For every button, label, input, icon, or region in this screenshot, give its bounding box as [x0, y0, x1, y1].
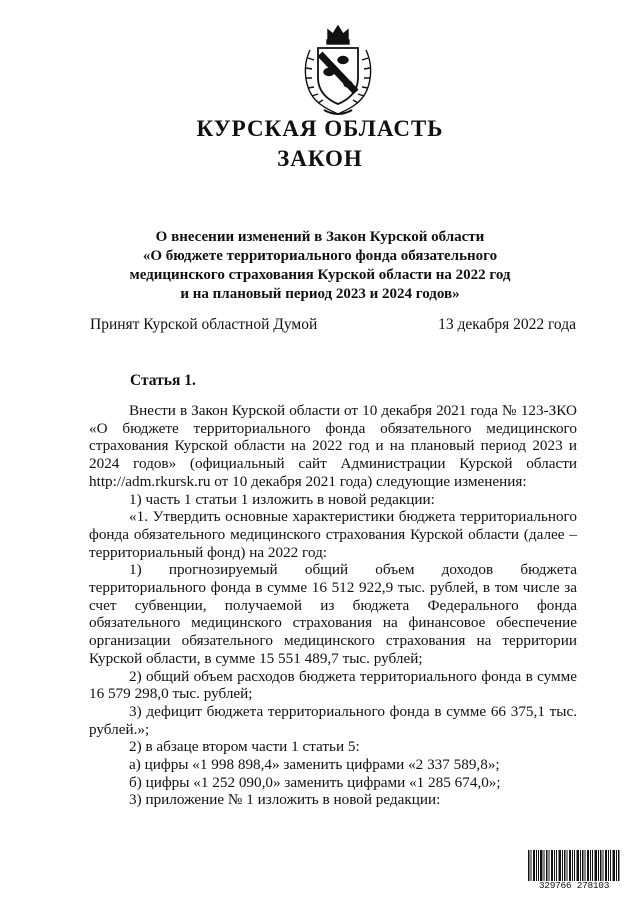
- paragraph: «1. Утвердить основные характеристики бюджета территориального фонда обязательного медицинского страхования Курской области (далее – территориальный фонд) на 2022 год:: [89, 508, 577, 561]
- title-line: «О бюджете территориального фонда обязательного: [142, 248, 498, 264]
- barcode: [528, 850, 620, 892]
- barcode-number: 329766 278103: [538, 880, 610, 891]
- article-body: [89, 402, 577, 809]
- adoption-date: 13 декабря 2022 года: [438, 316, 576, 333]
- paragraph: 3) приложение № 1 изложить в новой редакции:: [129, 791, 441, 809]
- region-heading: КУРСКАЯ ОБЛАСТЬ: [196, 116, 444, 141]
- law-title: [80, 228, 560, 304]
- adopted-by: Принят Курской областной Думой: [90, 316, 318, 333]
- article-heading: Статья 1.: [130, 372, 196, 389]
- paragraph: Внести в Закон Курской области от 10 декабря 2021 года № 123-ЗКО «О бюджете территориального фонда обязательного медицинского страхования Курской области на 2022 год и на плановый период 2023 и 2024 годов» (официальный сайт Администрации Курской области http://adm.rkursk.ru от 10 декабря 2021 года) следующие изменения:: [89, 402, 577, 490]
- paragraph: б) цифры «1 252 090,0» заменить цифрами «1 285 674,0»;: [129, 773, 501, 791]
- title-line: и на плановый период 2023 и 2024 годов»: [180, 286, 460, 302]
- adoption-line: [90, 316, 576, 334]
- paragraph: 3) дефицит бюджета территориального фонда в сумме 66 375,1 тыс. рублей.»;: [89, 702, 577, 738]
- paragraph: 2) общий объем расходов бюджета территориального фонда в сумме 16 579 298,0 тыс. рублей;: [89, 667, 577, 703]
- paragraph: 2) в абзаце втором части 1 статьи 5:: [129, 738, 360, 756]
- paragraph: а) цифры «1 998 898,4» заменить цифрами «2 337 589,8»;: [129, 756, 500, 774]
- paragraph: 1) прогнозируемый общий объем доходов бюджета территориального фонда в сумме 16 512 922,9 тыс. рублей, в том числе за счет субвенции, получаемой из бюджета Федерального фонда обязательного медицинского страхования на финансовое обеспечение организации обязательного медицинского страхования на территории Курской области, в сумме 15 551 489,7 тыс. рублей;: [89, 561, 577, 667]
- title-line: О внесении изменений в Закон Курской области: [155, 229, 485, 245]
- barcode-bars: [528, 850, 620, 881]
- coat-of-arms-icon: [298, 22, 378, 118]
- paragraph: 1) часть 1 статьи 1 изложить в новой редакции:: [129, 490, 435, 508]
- doc-type-heading: ЗАКОН: [277, 146, 363, 171]
- title-line: медицинского страхования Курской области на 2022 год: [129, 267, 511, 283]
